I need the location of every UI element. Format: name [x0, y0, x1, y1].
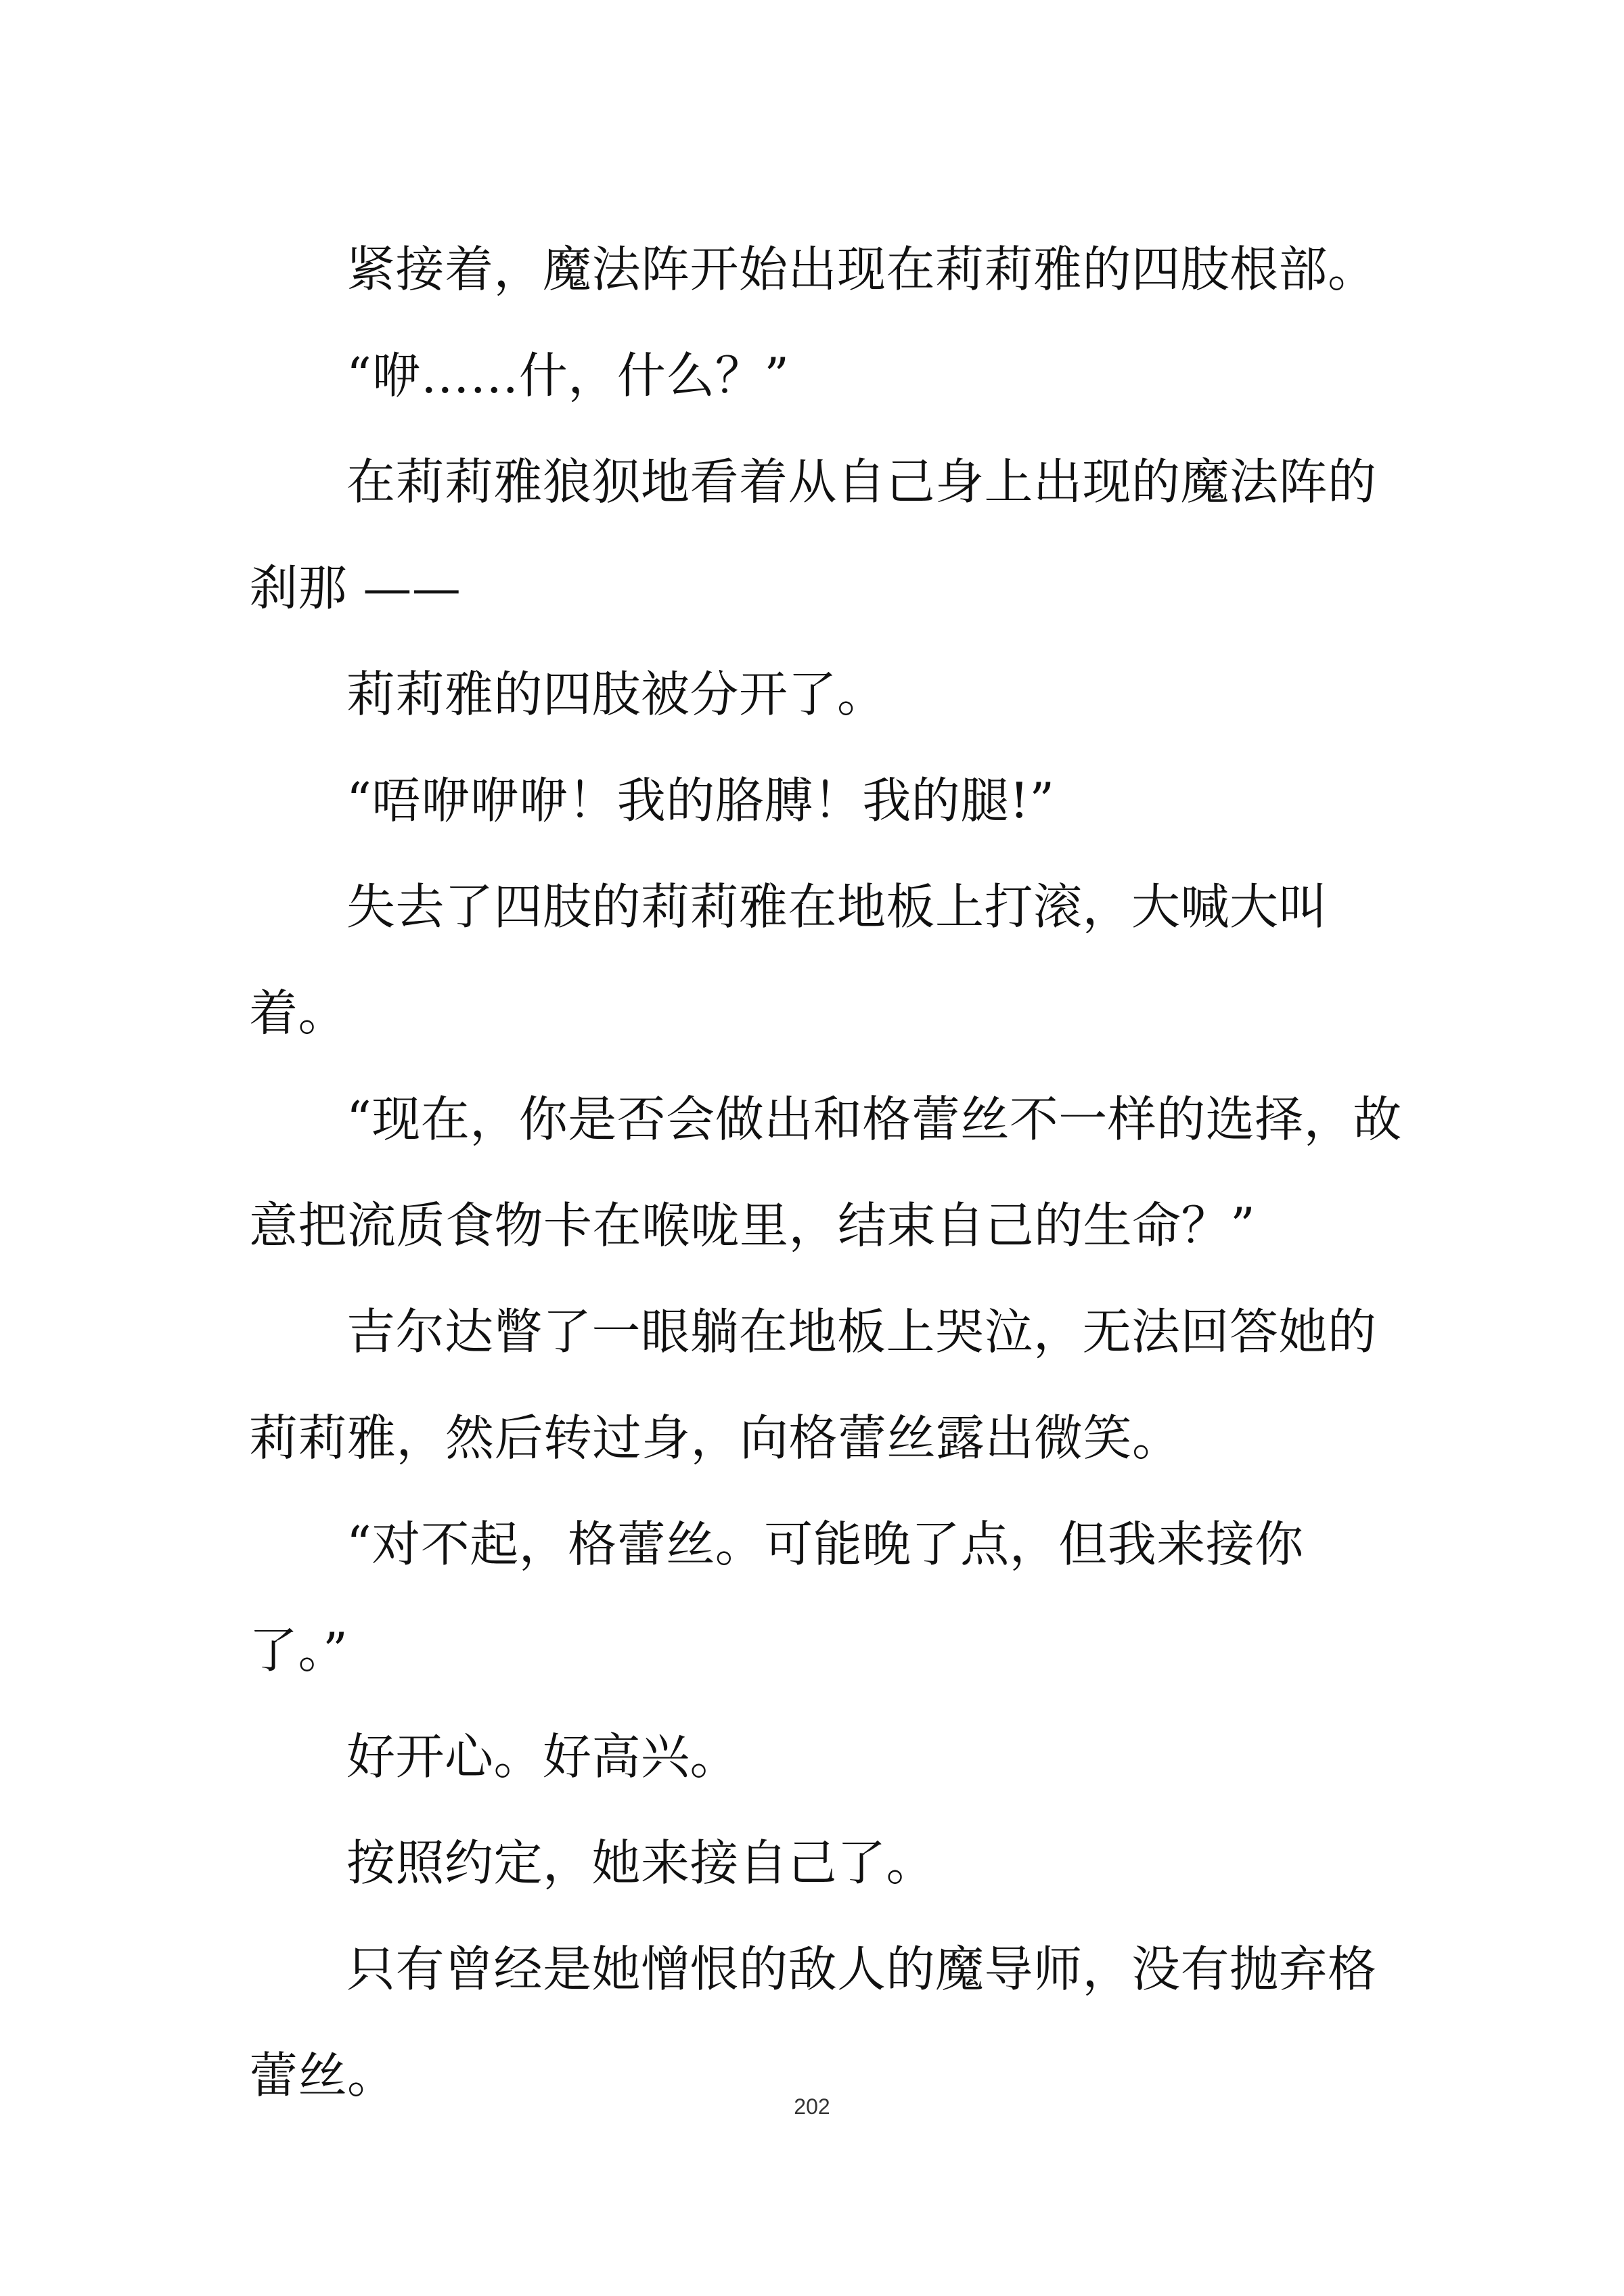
- paragraph-1: 紧接着，魔法阵开始出现在莉莉雅的四肢根部。: [346, 241, 1377, 298]
- paragraph-9: “对不起，格蕾丝。可能晚了点，但我来接你了。”: [249, 1516, 1304, 1679]
- page-number: 202: [794, 2094, 830, 2119]
- paragraph-3: 在莉莉雅狼狈地看着从自己身上出现的魔法阵的刹那 ——: [249, 453, 1377, 616]
- paragraph-11: 按照约定，她来接自己了。: [346, 1834, 936, 1891]
- paragraph-2: “咿……什，什么？”: [346, 347, 790, 404]
- paragraph-5: “唔咿咿咿！我的胳膊！我的腿!”: [346, 772, 1055, 829]
- paragraph-8: 吉尔达瞥了一眼躺在地板上哭泣，无法回答她的莉莉雅，然后转过身，向格蕾丝露出微笑。: [249, 1303, 1377, 1466]
- paragraph-12: 只有曾经是她憎恨的敌人的魔导师，没有抛弃格蕾丝。: [249, 1941, 1377, 2104]
- paragraph-10: 好开心。好高兴。: [346, 1728, 740, 1785]
- paragraph-6: 失去了四肢的莉莉雅在地板上打滚，大喊大叫着。: [249, 878, 1328, 1041]
- paragraph-7: “现在，你是否会做出和格蕾丝不一样的选择，故意把流质食物卡在喉咙里，结束自己的生命？”: [249, 1091, 1402, 1254]
- body-text: [249, 217, 1403, 2129]
- paragraph-4: 莉莉雅的四肢被分开了。: [346, 666, 886, 723]
